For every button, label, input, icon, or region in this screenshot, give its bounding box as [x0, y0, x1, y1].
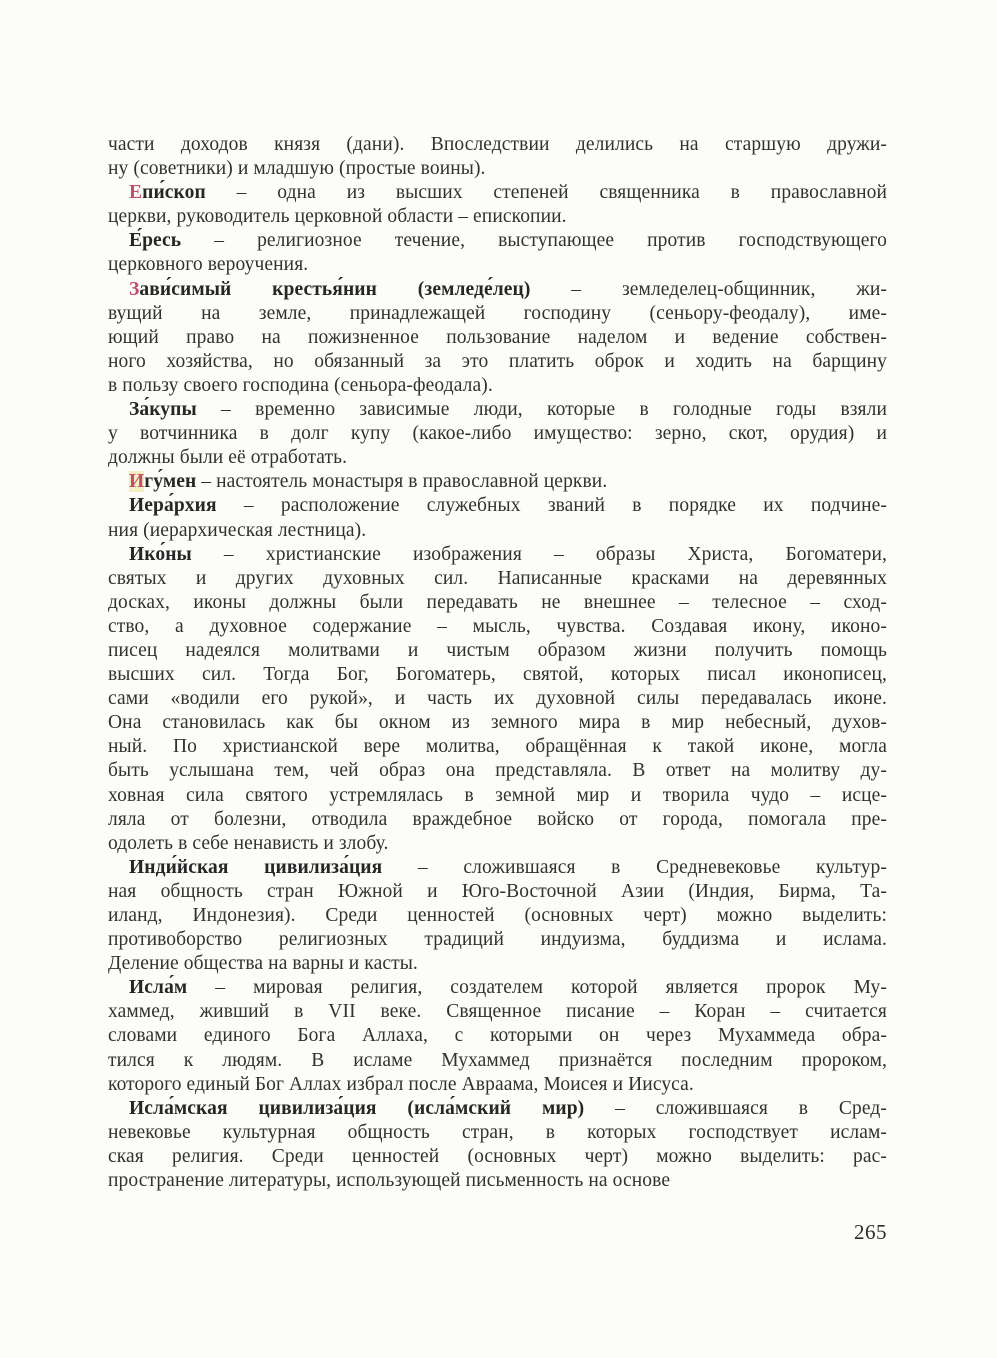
text-line: хаммед, живший в VII веке. Священное писание – Коран – считается [108, 1001, 887, 1023]
text-line: в пользу своего господина (сеньора-феодала). [108, 374, 493, 396]
text-line: высших сил. Тогда Бог, Богоматерь, святой, которых писал иконописец, [108, 664, 887, 686]
term-initial: И [129, 471, 145, 493]
text-line: Игу́мен – настоятель монастыря в православной церкви. [129, 471, 608, 493]
glossary-entry [108, 543, 887, 856]
term: Е́ресь [129, 230, 182, 252]
glossary-entry [108, 1097, 887, 1193]
text-block [108, 133, 887, 1193]
text-line: церкви, руководитель церковной области – епископии. [108, 206, 567, 228]
text-line: иланд, Индонезия). Среди ценностей (основных черт) можно выделить: [108, 905, 887, 926]
term: Исла́мская цивилиза́ция (исла́мский мир) [129, 1097, 585, 1119]
text-line: ская религия. Среди ценностей (основных черт) можно выделить: рас- [108, 1145, 887, 1167]
text-line: должны были её отработать. [108, 447, 348, 469]
text-line: у вотчинника в долг купу (какое-либо имущество: зерно, скот, орудия) и [108, 423, 887, 445]
term-initial: З [129, 278, 140, 300]
text-line: невековье культурная общность стран, в которых господствует ислам- [108, 1121, 887, 1143]
text-line: святых и других духовных сил. Написанные красками на деревянных [108, 567, 887, 589]
text-line: Деление общества на варны и касты. [108, 953, 418, 975]
text-line: досках, иконы должны были передавать не внешнее – телесное – сход- [108, 591, 887, 613]
text-line: Ико́ны – христианские изображения – образы Христа, Богоматери, [129, 543, 887, 565]
text-line: сами «водили его рукой», и часть их духовной силы передавалась иконе. [108, 688, 887, 710]
term: Зави́симый крестья́нин (земледе́лец) [129, 278, 531, 300]
term: За́купы [129, 399, 197, 421]
text-line: Епи́скоп – одна из высших степеней священника в православной [129, 182, 887, 204]
glossary-entry [108, 181, 887, 229]
glossary-entry [108, 278, 887, 398]
glossary-entry [108, 494, 887, 542]
text-line: ная общность стран Южной и Юго-Восточной Азии (Индия, Бирма, Та- [108, 880, 887, 902]
paragraph [108, 133, 887, 181]
text-line: словами единого Бога Аллаха, с которыми он через Мухаммеда обра- [108, 1025, 887, 1047]
text-line: вущий на земле, принадлежащей господину (сеньору-феодалу), име- [108, 302, 887, 324]
text-line: Исла́мская цивилиза́ция (исла́мский мир) – сложившаяся в Сред- [129, 1097, 887, 1119]
text-line: одолеть в себе ненависть и злобу. [108, 832, 389, 854]
text-line: тился к людям. В исламе Мухаммед признаётся последним пророком, [108, 1049, 887, 1071]
text-line: ховная сила святого устремлялась в земной мир и творила чудо – исце- [108, 784, 887, 806]
glossary-entry [108, 976, 887, 1096]
term-initial: Е [129, 182, 143, 204]
term: Ико́ны [129, 543, 192, 565]
text-line: писец надеялся молитвами и чистым образом жизни получить помощь [108, 639, 887, 661]
text-line: которого единый Бог Аллах избрал после Авраама, Моисея и Иисуса. [108, 1073, 694, 1095]
text-line: За́купы – временно зависимые люди, которые в голодные годы взяли [129, 399, 887, 421]
text-line: церковного вероучения. [108, 254, 309, 276]
text-line: Она становилась как бы окном из земного мира в мир небесный, духов- [108, 712, 887, 734]
glossary-entry [108, 398, 887, 470]
text-line: пространение литературы, использующей письменность на основе [108, 1170, 671, 1192]
text-line: Инди́йская цивилиза́ция – сложившаяся в Средневековье культур- [129, 856, 887, 878]
term: Игу́мен [129, 471, 197, 493]
text-line: ляла от болезни, отводила враждебное войско от города, помогала пре- [108, 808, 887, 830]
term: Инди́йская цивилиза́ция [129, 856, 383, 878]
term: Исла́м [129, 977, 188, 999]
page-number: 265 [854, 1220, 887, 1244]
text-line: быть услышана тем, чей образ она представляла. В ответ на молитву ду- [108, 760, 887, 782]
text-line: противоборство религиозных традиций индуизма, буддизма и ислама. [108, 929, 887, 951]
text-line: Иера́рхия – расположение служебных званий в порядке их подчине- [129, 495, 887, 517]
text-line: Е́ресь – религиозное течение, выступающее против господствующего [129, 230, 887, 252]
glossary-entry [108, 856, 887, 976]
glossary-entry [108, 229, 887, 277]
text-line: Исла́м – мировая религия, создателем которой является пророк Му- [129, 977, 887, 999]
term: Епи́скоп [129, 182, 206, 204]
text-line: ния (иерархическая лестница). [108, 519, 367, 541]
text-line: ющий право на пожизненное пользование наделом и ведение собствен- [108, 326, 887, 348]
text-line: части доходов князя (дани). Впоследствии делились на старшую дружи- [108, 134, 887, 155]
text-line: ный. По христианской вере молитва, обращённая к такой иконе, могла [108, 736, 887, 758]
glossary-entry [108, 470, 887, 494]
text-line: ство, а духовное содержание – мысль, чувства. Создавая икону, иконо- [108, 615, 887, 637]
term: Иера́рхия [129, 495, 217, 517]
text-line: Зави́симый крестья́нин (земледе́лец) – земледелец-общинник, жи- [129, 278, 887, 300]
text-line: ного хозяйства, но обязанный за это платить оброк и ходить на барщину [108, 350, 887, 372]
text-line: ну (советники) и младшую (простые воины). [108, 158, 486, 180]
